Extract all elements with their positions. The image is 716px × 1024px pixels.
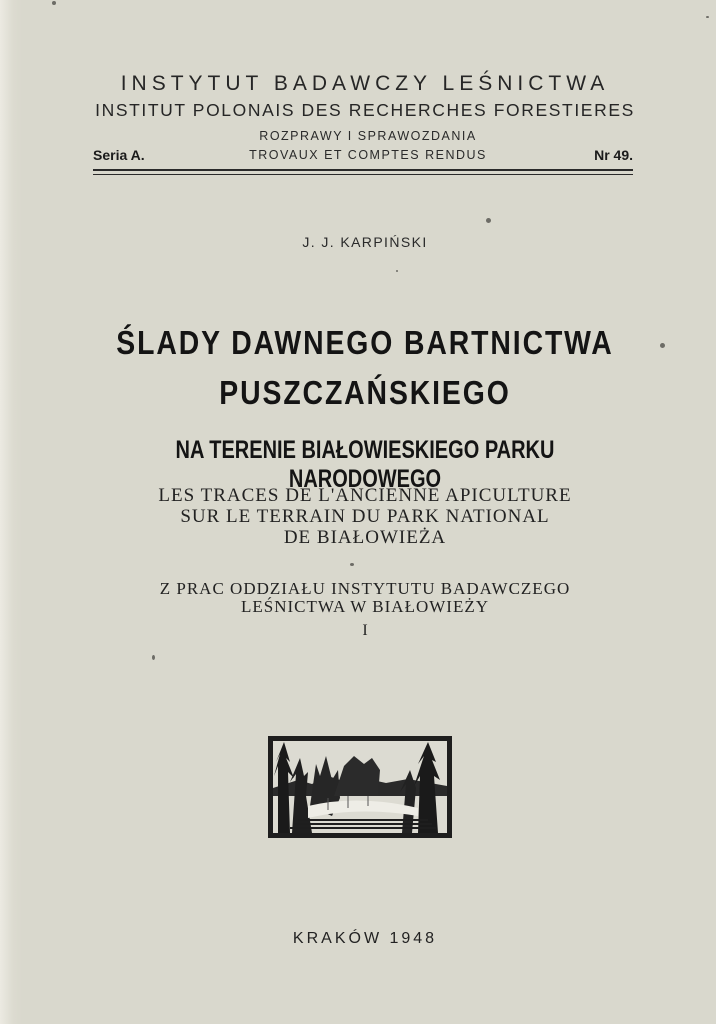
- series-label: Seria A.: [93, 147, 145, 163]
- main-title-line-2: PUSZCZAŃSKIEGO: [219, 374, 511, 411]
- volume-number: I: [362, 622, 368, 639]
- from-works-note: [40, 580, 690, 616]
- place-and-year: KRAKÓW 1948: [292, 930, 438, 947]
- subtitle: NA TERENIE BIAŁOWIESKIEGO PARKU NARODOWEGO: [175, 436, 555, 493]
- french-title-line-1: LES TRACES DE L'ANCIENNE APICULTURE: [158, 485, 572, 506]
- cover-left-edge: [0, 0, 22, 1024]
- paper-speck: [660, 343, 665, 348]
- from-works-line-2: LEŚNICTWA W BIAŁOWIEŻY: [240, 597, 489, 616]
- from-works-line-1: Z PRAC ODDZIAŁU INSTYTUTU BADAWCZEGO: [159, 579, 571, 598]
- institute-name-french: INSTITUT POLONAIS DES RECHERCHES FORESTIERES: [95, 100, 635, 120]
- author-name: J. J. KARPIŃSKI: [302, 234, 428, 250]
- series-title-polish: ROZPRAWY I SPRAWOZDANIA: [259, 129, 477, 143]
- series-titles: [203, 127, 533, 165]
- header-rule-thick: [93, 169, 633, 171]
- paper-speck: [486, 218, 491, 223]
- french-title-line-2: SUR LE TERRAIN DU PARK NATIONAL: [180, 506, 550, 527]
- header-rule-thin: [93, 174, 633, 175]
- paper-speck: [396, 270, 398, 272]
- paper-speck: [52, 1, 56, 5]
- series-number: Nr 49.: [594, 147, 633, 163]
- forest-lake-vignette: [268, 736, 452, 838]
- institute-name-polish: INSTYTUT BADAWCZY LEŚNICTWA: [120, 72, 610, 95]
- main-title: [86, 318, 645, 418]
- main-title-line-1: ŚLADY DAWNEGO BARTNICTWA: [116, 324, 614, 361]
- french-title: [40, 485, 690, 548]
- french-title-line-3: DE BIAŁOWIEŻA: [283, 527, 447, 548]
- series-row: [93, 127, 633, 167]
- series-title-french: TROVAUX ET COMPTES RENDUS: [249, 148, 487, 162]
- paper-speck: [350, 563, 354, 566]
- paper-speck: [152, 655, 155, 660]
- paper-speck: [706, 16, 709, 18]
